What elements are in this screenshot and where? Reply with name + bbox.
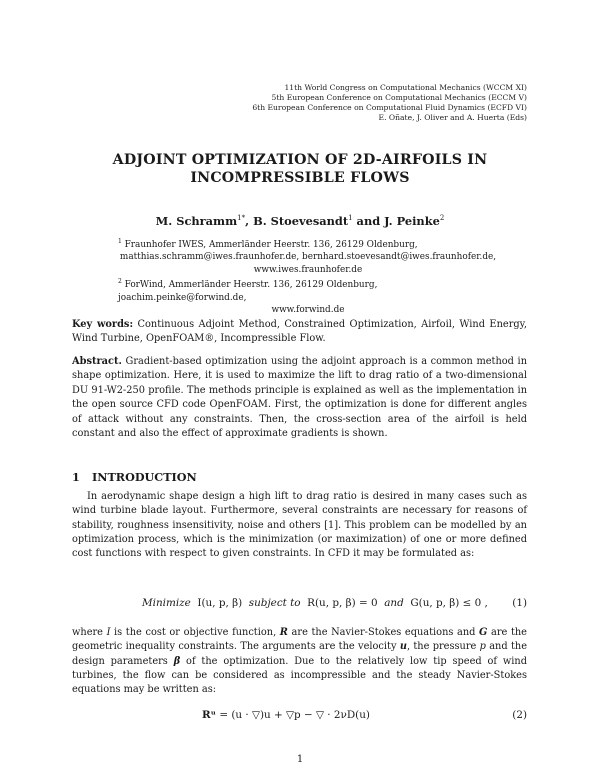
abstract <box>72 355 527 441</box>
math-symbol: R <box>279 627 288 638</box>
keywords-text: Continuous Adjoint Method, Constrained Optimization, Airfoil, Wind Energy, Wind Turbine, OpenFOAM®, Incompressible Flow. <box>72 319 527 345</box>
affiliation-text: ForWind, Ammerländer Heerstr. 136, 26129 Oldenburg, joachim.peinke@forwind.de, <box>118 280 378 303</box>
conference-line: 5th European Conference on Computational Mechanics (ECCM V) <box>271 93 527 102</box>
author-separator: , <box>245 214 254 228</box>
affiliation-emails: matthias.schramm@iwes.fraunhofer.de, bernhard.stoevesandt@iwes.fraunhofer.de, <box>119 252 497 263</box>
author-affiliation-mark: 1* <box>237 214 246 222</box>
title-line: INCOMPRESSIBLE FLOWS <box>190 170 410 186</box>
text-run: of the optimization. Due to the relatively low tip speed of wind turbines, the flow can be considered as incompressible and the steady Navier-Stokes equations may be written as: <box>72 655 527 696</box>
math-symbol: β <box>173 655 181 667</box>
equation-body <box>202 709 370 721</box>
abstract-label: Abstract. <box>72 356 122 367</box>
author-affiliation-mark: 2 <box>439 214 445 222</box>
math-symbol: I <box>106 627 111 638</box>
abstract-text: Gradient-based optimization using the adjoint approach is a common method in shape optimization. Here, it is used to maximize the lift to drag ratio of a two-dimensional DU 91-W2-250 profile. The methods principle is explained as well as the implementation in the open source CFD code OpenFOAM. First, the optimization is done for different angles of attack without any constraints. Then, the cross-section area of the airfoil is held constant and also the effect of approximate gradients is shown. <box>72 356 527 440</box>
affiliation-website: www.iwes.fraunhofer.de <box>253 264 363 275</box>
section-heading <box>72 470 197 484</box>
intro-paragraph: In aerodynamic shape design a high lift to drag ratio is desired in many cases such as wind turbine blade layout. Furthermore, several constraints are necessary for reasons of stability, roughness insensitivity, noise and others [1]. This problem can be modelled by an optimization process, which is the minimization (or maximization) of one or more defined cost functions with respect to given constraints. In CFD it may be formulated as: <box>72 491 527 560</box>
affiliation-mark: 2 <box>118 278 122 286</box>
conference-header <box>252 83 527 123</box>
text-run: are the geometric inequality constraints. The arguments are the velocity <box>72 627 527 653</box>
author-list <box>0 211 600 228</box>
title-line: ADJOINT OPTIMIZATION OF 2D-AIRFOILS IN <box>112 152 488 168</box>
conference-line: 6th European Conference on Computational Fluid Dynamics (ECFD VI) <box>252 103 527 112</box>
eq-objective: I(u, p, β) <box>197 597 243 609</box>
author-name: B. Stoevesandt <box>253 214 349 228</box>
editors-line: E. Oñate, J. Oliver and A. Huerta (Eds) <box>378 113 527 122</box>
eq-lhs: Rᵘ <box>202 709 217 721</box>
eq-subject-to: subject to <box>248 597 301 609</box>
affiliation-1 <box>118 236 498 251</box>
eq-geometric-constraint: G(u, p, β) ≤ 0 , <box>410 597 488 609</box>
eq-and: and <box>384 597 404 609</box>
author-affiliation-mark: 1 <box>348 214 353 222</box>
equation-body <box>142 597 488 609</box>
section-title: INTRODUCTION <box>92 470 197 484</box>
affiliation-mark: 1 <box>118 238 122 245</box>
paper-title <box>0 151 600 187</box>
math-symbol: u <box>399 641 407 653</box>
eq-rhs: = (u · ▽)u + ▽p − ▽ · 2νD(u) <box>216 709 370 721</box>
equation-number: (2) <box>512 709 527 721</box>
keywords <box>72 318 527 347</box>
affiliations <box>118 236 498 316</box>
intro-paragraph <box>72 626 527 697</box>
text-run: where <box>72 627 107 638</box>
page-number: 1 <box>296 754 304 765</box>
author-name: M. Schramm <box>155 214 238 228</box>
text-run: , the pressure <box>406 641 480 653</box>
math-symbol: G <box>479 627 488 638</box>
eq-ns-constraint: R(u, p, β) = 0 <box>307 597 378 609</box>
keywords-label: Key words: <box>72 319 134 330</box>
section-number: 1 <box>72 470 80 484</box>
text-run: is the cost or objective function, <box>110 627 280 638</box>
text-run: are the Navier-Stokes equations and <box>287 627 480 638</box>
conference-line: 11th World Congress on Computational Mechanics (WCCM XI) <box>284 83 527 92</box>
text-run: and the design parameters <box>72 641 527 667</box>
author-name: J. Peinke <box>384 214 440 228</box>
math-symbol: p <box>479 641 486 653</box>
equation-number: (1) <box>512 597 527 609</box>
affiliation-website: www.forwind.de <box>271 305 345 316</box>
affiliation-2 <box>118 276 498 304</box>
author-separator: and <box>352 214 385 228</box>
eq-minimize: Minimize <box>142 597 191 609</box>
affiliation-text: Fraunhofer IWES, Ammerländer Heerstr. 136, 26129 Oldenburg, <box>121 240 418 250</box>
